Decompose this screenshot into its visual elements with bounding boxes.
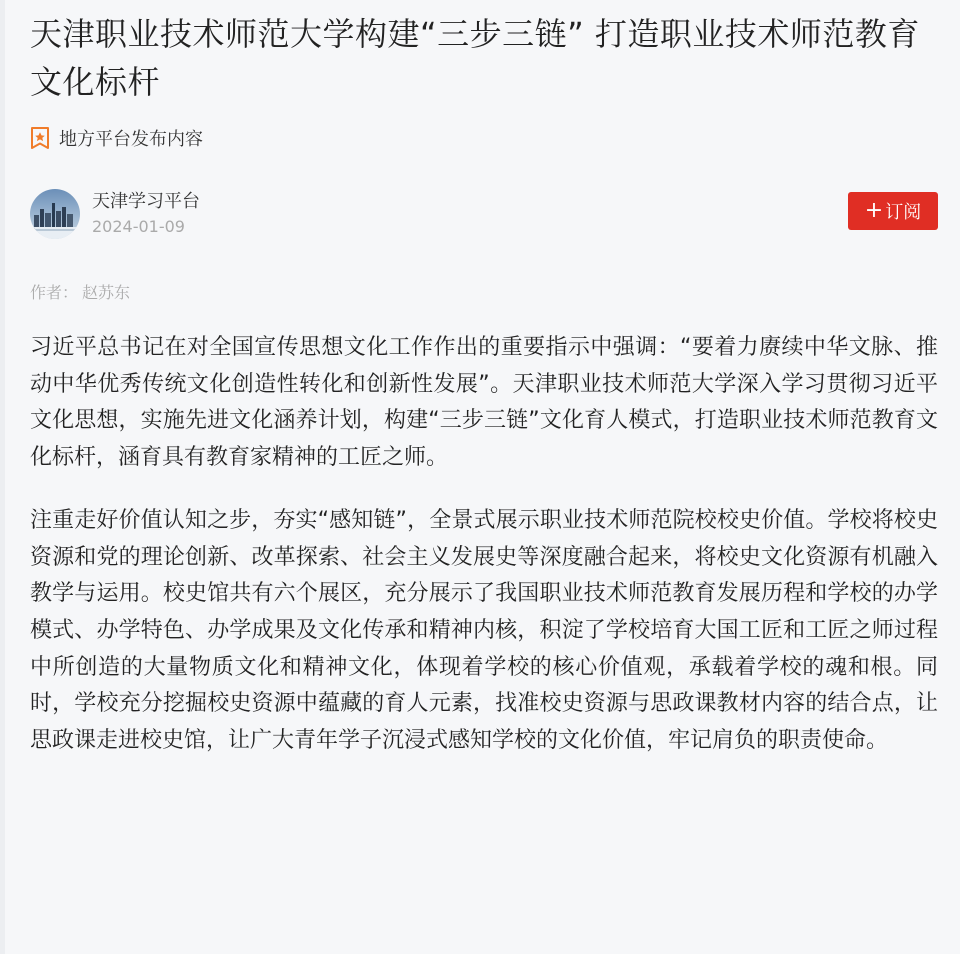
publish-date: 2024-01-09 (92, 217, 185, 236)
byline-label: 作者： (30, 283, 79, 302)
source-line (30, 126, 938, 150)
star-badge-icon (30, 127, 50, 149)
subscribe-button[interactable] (848, 192, 938, 230)
article-title: 天津职业技术师范大学构建“三步三链” 打造职业技术师范教育文化标杆 (30, 15, 920, 101)
subscribe-label: 订阅 (885, 202, 922, 223)
publisher-name[interactable]: 天津学习平台 (92, 191, 200, 212)
publisher-meta (92, 190, 200, 238)
source-label: 地方平台发布内容 (59, 129, 203, 150)
scrollbar[interactable] (0, 0, 5, 954)
publisher-row (30, 186, 938, 242)
byline-author: 赵苏东 (82, 283, 131, 302)
paragraph: 习近平总书记在对全国宣传思想文化工作作出的重要指示中强调：“要着力赓续中华文脉、推动中华优秀传统文化创造性转化和创新性发展”。天津职业技术师范大学深入学习贯彻习近平文化思想，实施先进文化涵养计划，构建“三步三链”文化育人模式，打造职业技术师范教育文化标杆，涵育具有教育家精神的工匠之师。 (30, 335, 938, 471)
byline (30, 282, 938, 304)
publisher-avatar[interactable] (30, 189, 80, 239)
article-body (30, 330, 938, 760)
plus-icon: + (864, 198, 884, 223)
paragraph: 注重走好价值认知之步，夯实“感知链”，全景式展示职业技术师范院校校史价值。学校将校史资源和党的理论创新、改革探索、社会主义发展史等深度融合起来，将校史文化资源有机融入教学与运用。校史馆共有六个展区，充分展示了我国职业技术师范教育发展历程和学校的办学模式、办学特色、办学成果及文化传承和精神内核，积淀了学校培育大国工匠和工匠之师过程中所创造的大量物质文化和精神文化，体现着学校的核心价值观，承载着学校的魂和根。同时，学校充分挖掘校史资源中蕴藏的育人元素，找准校史资源与思政课教材内容的结合点，让思政课走进校史馆，让广大青年学子沉浸式感知学校的文化价值，牢记肩负的职责使命。 (30, 507, 938, 754)
